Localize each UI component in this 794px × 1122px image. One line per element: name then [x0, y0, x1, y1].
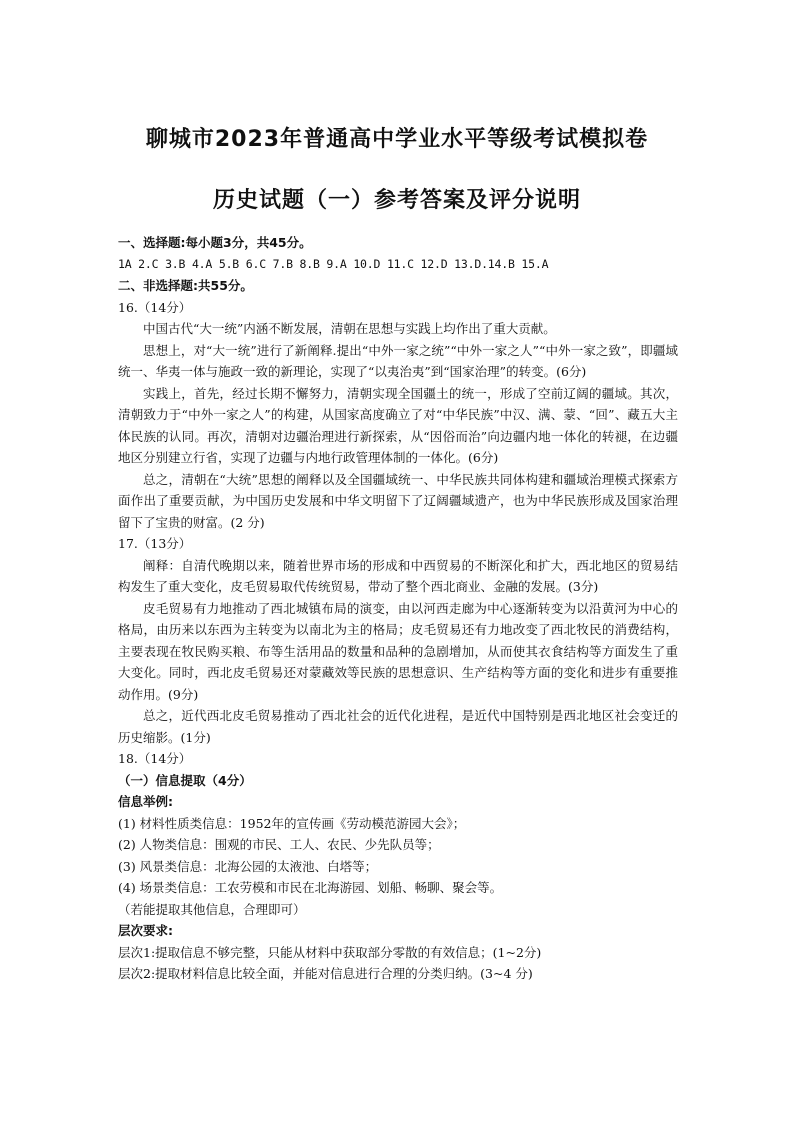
- q17-paragraph-2: 皮毛贸易有力地推动了西北城镇布局的演变，由以河西走廊为中心逐渐转变为以沿黄河为中心的格局，由历来以东西为主转变为以南北为主的格局；皮毛贸易还有力地改变了西北牧民的消费结构，主要表现在牧民购买粮、布等生活用品的数量和品种的急剧增加，从而使其衣食结构等方面发生了重大变化。同时，西北皮毛贸易还对蒙藏效等民族的思想意识、生产结构等方面的变化和进步有重要推动作用。(9分): [118, 600, 678, 702]
- q16-paragraph-4: 总之，清朝在“大统”思想的阐释以及全国疆域统一、中华民族共同体构建和疆域治理模式探索方面作出了重要贡献，为中国历史发展和中华文明留下了辽阔疆域遗产，也为中华民族形成及国家治理留下了宝贵的财富。(2 分): [118, 471, 678, 530]
- q16-paragraph-1: 中国古代“大一统”内涵不断发展，清朝在思想与实践上均作出了重大贡献。: [143, 321, 556, 336]
- document-title: 聊城市2023年普通高中学业水平等级考试模拟卷: [145, 127, 649, 152]
- q17-label: 17.（13分）: [118, 536, 192, 551]
- section1-heading: 一、选择题:每小题3分，共45分。: [118, 235, 312, 250]
- document-subtitle: 历史试题（一）参考答案及评分说明: [212, 188, 581, 213]
- q18-example-item: (4) 场景类信息：工农劳模和市民在北海游园、划船、畅聊、聚会等。: [118, 880, 503, 895]
- q16-paragraph-2: 思想上，对“大一统”进行了新阐释.提出“中外一家之统”“中外一家之人”“中外一家之致”，即疆域统一、华夷一体与施政一致的新理论，实现了“以夷治夷”到“国家治理”的转变。(6分): [118, 342, 678, 379]
- section2-heading: 二、非选择题:共55分。: [118, 278, 253, 293]
- q18-example-item: (3) 风景类信息：北海公园的太液池、白塔等；: [118, 858, 378, 874]
- q18-subheading-info-extraction: （一）信息提取（4分）: [118, 772, 252, 788]
- q18-examples-heading: 信息举例:: [118, 794, 173, 809]
- q18-example-item: (2) 人物类信息：围观的市民、工人、农民、少先队员等；: [118, 837, 440, 852]
- q18-levels-heading: 层次要求:: [118, 923, 173, 938]
- q18-level-item: 层次1:提取信息不够完整，只能从材料中获取部分零散的有效信息；(1~2分): [118, 944, 542, 960]
- answer-content: [118, 232, 678, 985]
- q16-paragraph-3: 实践上，首先，经过长期不懈努力，清朝实现全国疆土的统一，形成了空前辽阔的疆域。其次，清朝致力于“中外一家之人”的构建，从国家高度确立了对“中华民族”中汉、满、蒙、“回”、藏五大主体民族的认同。再次，清朝对边疆治理进行新探索，从“因俗而治”向边疆内地一体化的转褪，在边疆地区分别建立行省，实现了边疆与内地行政管理体制的一体化。(6分): [118, 385, 678, 465]
- q17-paragraph-3: 总之，近代西北皮毛贸易推动了西北社会的近代化进程，是近代中国特别是西北地区社会变迁的历史缩影。(1分): [118, 708, 678, 745]
- q16-label: 16.（14分）: [118, 299, 192, 315]
- q18-level-item: 层次2:提取材料信息比较全面，并能对信息进行合理的分类归纳。(3~4 分): [118, 966, 533, 981]
- q17-paragraph-1: 阐释：自清代晚期以来，随着世界市场的形成和中西贸易的不断深化和扩大，西北地区的贸易结构发生了重大变化，皮毛贸易取代传统贸易，带动了整个西北商业、金融的发展。(3分): [118, 557, 678, 594]
- q18-example-item: (1) 材料性质类信息：1952年的宣传画《劳动模范游园大会》；: [118, 815, 466, 831]
- q18-note: （若能提取其他信息，合理即可）: [118, 901, 306, 917]
- multiple-choice-answers: 1A 2.C 3.B 4.A 5.B 6.C 7.B 8.B 9.A 10.D 11.C 12.D 13.D.14.B 15.A: [118, 256, 549, 271]
- q18-label: 18.（14分）: [118, 751, 192, 766]
